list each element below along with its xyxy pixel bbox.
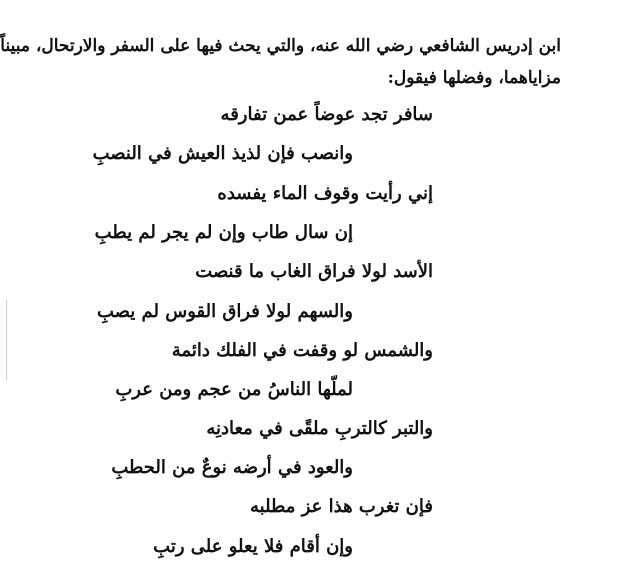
verse-line-9: والتبر كالتربِ ملقًى في معادنِه [206, 418, 433, 439]
verse-line-2: وانصب فإن لذيذ العيش في النصبِ [92, 143, 353, 164]
intro-line-1: ابن إدريس الشافعي رضي الله عنه، والتي يحث فيها على السفر والارتحال، مبيناً [0, 36, 561, 56]
verse-line-10: والعود في أرضه نوعٌ من الحطبِ [111, 457, 353, 478]
verse-line-3: إني رأيت وقوف الماء يفسده [217, 183, 433, 204]
verse-line-4: إن سال طاب وإن لم يجر لم يطبِ [94, 222, 353, 243]
verse-line-11: فإن تغرب هذا عز مطلبه [249, 496, 433, 517]
intro-line-2: مزاياهما، وفضلها فيقول: [387, 68, 561, 88]
verse-line-6: والسهم لولا فراق القوس لم يصبِ [96, 301, 353, 322]
verse-line-12: وإن أقام فلا يعلو على رتبِ [153, 536, 353, 557]
verse-line-1: سافر تجد عوضاً عمن تفارقه [220, 104, 433, 125]
verse-line-8: لملّها الناسُ من عجم ومن عربِ [115, 379, 353, 400]
scan-edge-line [6, 300, 7, 380]
verse-line-5: الأسد لولا فراق الغاب ما قنصت [195, 261, 433, 282]
verse-line-7: والشمس لو وقفت في الفلك دائمة [171, 340, 433, 361]
